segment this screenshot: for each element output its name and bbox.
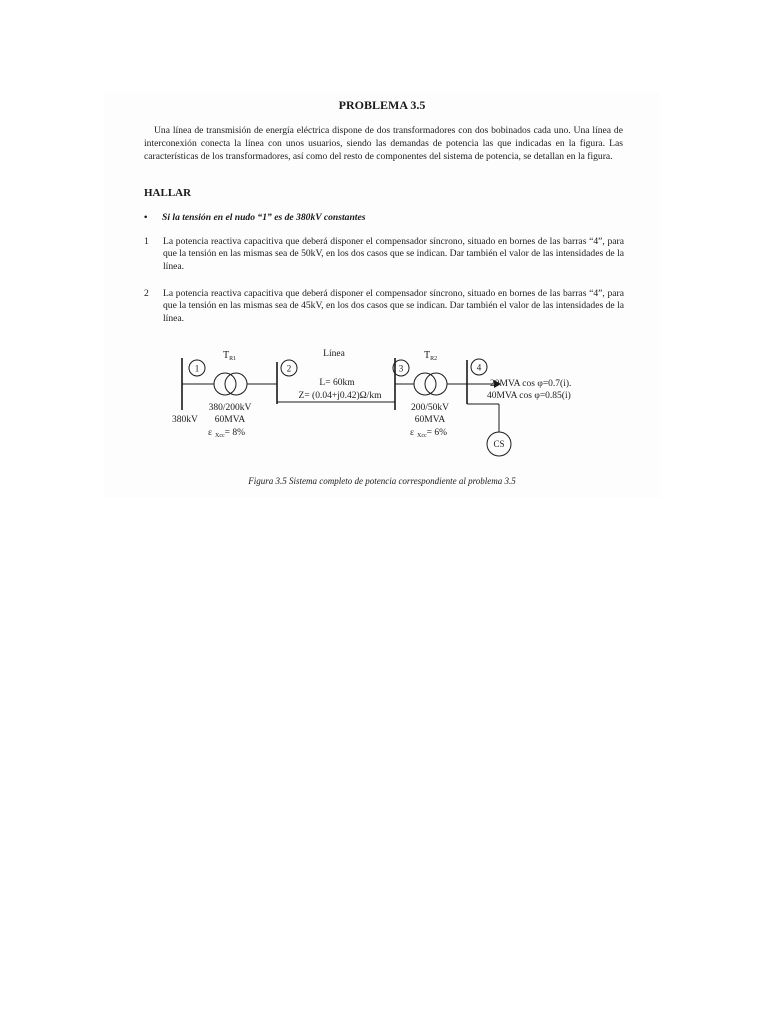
line-length: L= 60km [319,378,355,388]
node-label: 1 [194,363,200,374]
question-text: La potencia reactiva capacitiva que deberá disponer el compensador síncrono, situado en bornes de las barras “4”, para que la tensión en las mismas sea de 50kV, en los dos casos que se indican. Dar también el valor de las intensidades de la línea. [163,236,624,272]
line-impedance: Z= (0.04+j0.42)Ω/km [298,391,382,401]
tr1-label: $T_{R1}$ [223,350,237,362]
tr2-label: $T_{R2}$ [424,350,438,362]
question-number: 1 [144,236,149,247]
tr2-power: 60MVA [414,415,446,425]
node-label: 2 [286,363,292,374]
tr1-impedance: ε $_{Xcc}$= 8% [208,428,246,439]
figure-caption: Figura 3.5 Sistema completo de potencia correspondiente al problema 3.5 [248,476,516,486]
document-page [104,92,660,498]
question-number: 2 [144,288,149,299]
tr1-ratio: 380/200kV [208,403,252,413]
tr2-impedance: ε $_{Xcc}$= 6% [410,428,448,439]
condition-text: Si la tensión en el nudo “1” es de 380kV constantes [162,212,366,223]
tr2-ratio: 200/50kV [411,403,449,413]
tr1-power: 60MVA [214,415,246,425]
source-voltage: 380kV [172,415,198,425]
node-label: 4 [476,362,482,373]
bullet-icon: • [144,212,148,223]
load-1: 20MVA cos φ=0.7(i). [490,379,572,389]
problem-title: PROBLEMA 3.5 [338,98,426,112]
power-system-diagram [104,92,660,498]
question-text: La potencia reactiva capacitiva que deberá disponer el compensador síncrono, situado en bornes de las barras “4”, para que la tensión en las mismas sea de 45kV, en los dos casos que se indican. Dar también el valor de las intensidades de la línea. [163,288,624,324]
load-2: 40MVA cos φ=0.85(i) [487,391,571,401]
section-heading: HALLAR [144,187,192,199]
compensator-label: CS [493,439,505,449]
problem-intro: Una línea de transmisión de energía eléctrica dispone de dos transformadores con dos bobinados cada uno. Una línea de interconexión conecta la línea con unos usuarios, siendo las demandas de potencia las que indicadas en la figura. Las características de los transformadores, así como del resto de componentes del sistema de potencia, se detallan en la figura. [144,125,623,162]
line-title: Línea [323,349,345,359]
node-label: 3 [398,363,404,374]
